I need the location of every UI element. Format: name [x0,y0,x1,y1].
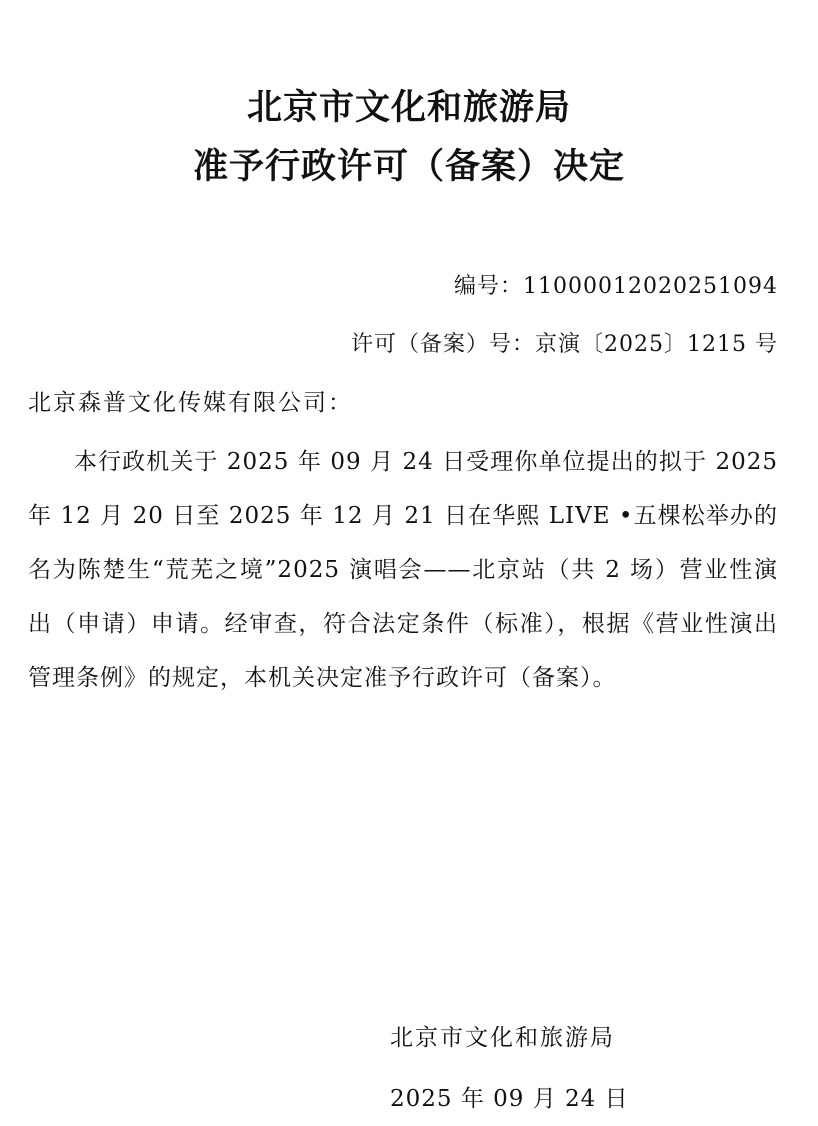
issue-date: 2025 年 09 月 24 日 [390,1086,629,1112]
issuing-authority-signature: 北京市文化和旅游局 [390,1025,615,1051]
document-title-authority: 北京市文化和旅游局 [246,88,571,128]
decision-body-paragraph: 本行政机关于 2025 年 09 月 24 日受理你单位提出的拟于 2025 年 12 月 20 日至 2025 年 12 月 21 日在华熙 LIVE •五棵松举办的名为陈楚生“荒芜之境”2025 演唱会——北京站（共 2 场）营业性演出（申请）申请。经审查，符合法定条件（标准），根据《营业性演出管理条例》的规定，本机关决定准予行政许可（备案）。 [28,449,778,691]
addressee: 北京森普文化传媒有限公司： [28,390,353,416]
document-title-decision: 准予行政许可（备案）决定 [192,147,625,187]
permit-number: 许可（备案）号：京演〔2025〕1215 号 [351,332,778,357]
serial-number: 编号：11000012020251094 [454,274,778,299]
